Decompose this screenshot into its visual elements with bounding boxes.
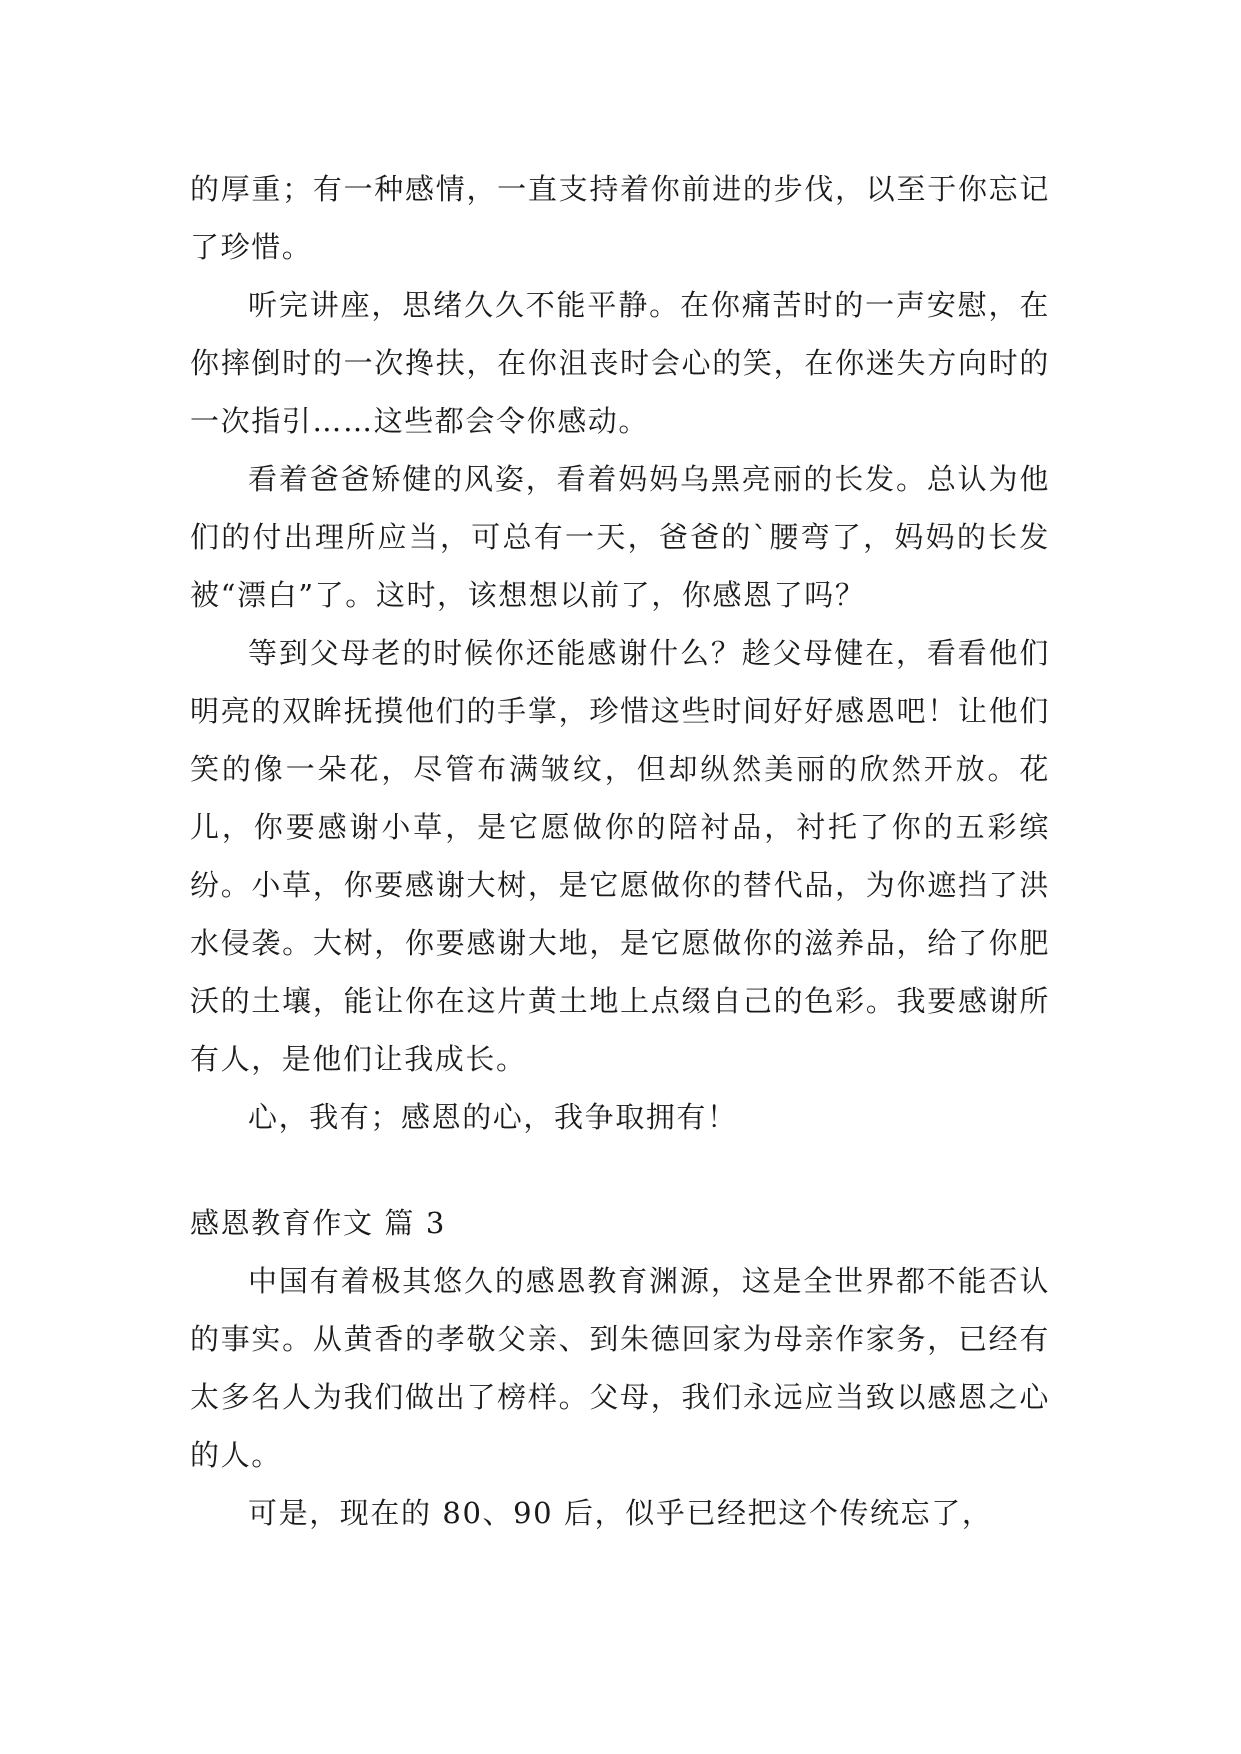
document-body [190,160,1050,1542]
paragraph-gratitude: 等到父母老的时候你还能感谢什么？趁父母健在，看看他们明亮的双眸抚摸他们的手掌，珍惜这些时间好好感恩吧！让他们笑的像一朵花，尽管布满皱纹，但却纵然美丽的欣然开放。花儿，你要感谢小草，是它愿做你的陪衬品，衬托了你的五彩缤纷。小草，你要感谢大树，是它愿做你的替代品，为你遮挡了洪水侵袭。大树，你要感谢大地，是它愿做你的滋养品，给了你肥沃的土壤，能让你在这片黄土地上点缀自己的色彩。我要感谢所有人，是他们让我成长。 [190,636,1050,1076]
paragraph-heart: 心，我有；感恩的心，我争取拥有！ [248,1100,738,1134]
paragraph-parents: 看着爸爸矫健的风姿，看着妈妈乌黑亮丽的长发。总认为他们的付出理所应当，可总有一天，爸爸的`腰弯了，妈妈的长发被“漂白”了。这时，该想想以前了，你感恩了吗？ [190,462,1050,612]
paragraph-generation: 可是，现在的 80、90 后，似乎已经把这个传统忘了， [248,1496,993,1530]
section-heading: 感恩教育作文 篇 3 [190,1206,446,1240]
paragraph-tradition: 中国有着极其悠久的感恩教育渊源，这是全世界都不能否认的事实。从黄香的孝敬父亲、到朱德回家为母亲作家务，已经有太多名人为我们做出了榜样。父母，我们永远应当致以感恩之心的人。 [190,1264,1050,1472]
paragraph-lecture: 听完讲座，思绪久久不能平静。在你痛苦时的一声安慰，在你摔倒时的一次搀扶，在你沮丧时会心的笑，在你迷失方向时的一次指引……这些都会令你感动。 [190,288,1050,438]
paragraph-continuation: 的厚重；有一种感情，一直支持着你前进的步伐，以至于你忘记了珍惜。 [190,172,1050,264]
